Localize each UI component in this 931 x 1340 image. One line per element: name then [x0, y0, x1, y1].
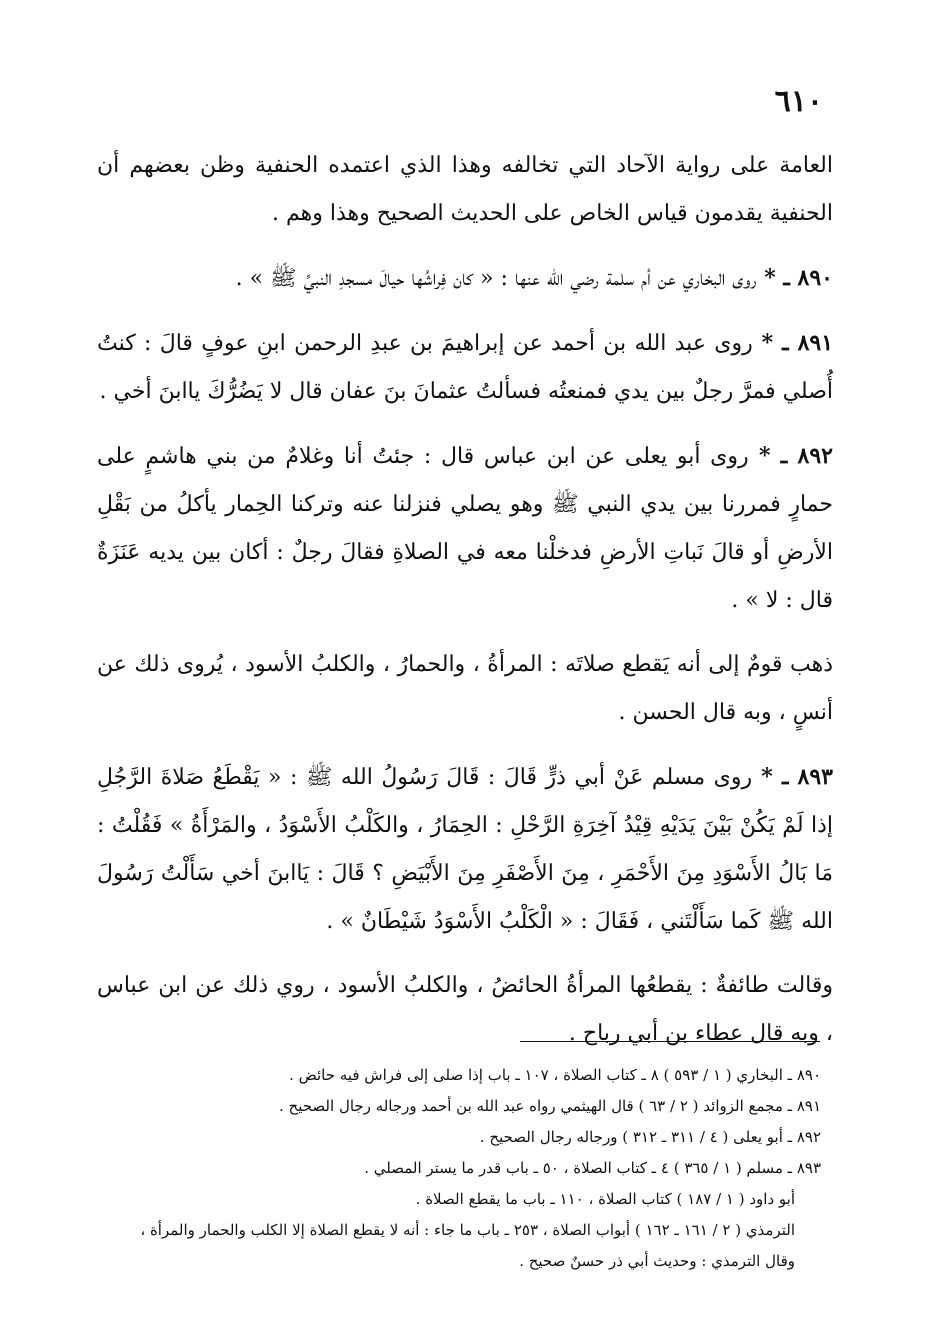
footnote-892: ٨٩٢ ـ أبو يعلى ( ٤ / ٣١١ ـ ٣١٢ ) ورجاله رجال الصحيح . [479, 1128, 821, 1146]
footnote-890: ٨٩٠ ـ البخاري ( ١ / ٥٩٣ ) ٨ ـ كتاب الصلاة ، ١٠٧ ـ باب إذا صلى إلى فراش فيه حائض . [289, 1066, 821, 1084]
paragraph-text: وقالت طائفةٌ : يقطعُها المرأةُ الحائضُ ، والكلبُ الأسود ، روي ذلك عن ابن عباس ، وبه قال عطاء بن أبي رباح . [97, 973, 833, 1046]
paragraph-text: العامة على رواية الآحاد التي تخالفه وهذا الذي اعتمده الحنفية وظن بعضهم أن الحنفية يقدمون قياس الخاص على الحديث الصحيح وهذا وهم . [97, 153, 833, 226]
footnotes [85, 1060, 821, 1277]
main-text [97, 142, 833, 1074]
hadith-number: ٨٩٢ ـ * [748, 443, 833, 469]
hadith-text: روى أبو يعلى عن ابن عباس قال : جئتُ أنا وغلامٌ من بني هاشمٍ على حمارٍ فمررنا بين يدي النبي ﷺ وهو يصلي فنزلنا عنه وتركنا الحِمار يأكلُ من بَقْلِ الأرضِ أو قالَ نَباتِ الأرضِ فدخلْنا معه في الصلاةِ فقالَ رجلٌ : أكان بين يديه عَنَزَةٌ قال : لا » . [97, 444, 833, 613]
footnote-893-tirmidhi: الترمذي ( ٢ / ١٦١ ـ ١٦٢ ) أبواب الصلاة ، ٢٥٣ ـ باب ما جاء : أنه لا يقطع الصلاة إلا الكلب والحمار والمرأة ، [140, 1221, 795, 1239]
footnote-891: ٨٩١ ـ مجمع الزوائد ( ٢ / ٦٣ ) قال الهيثمي رواه عبد الله بن أحمد ورجاله رجال الصحيح . [279, 1097, 821, 1115]
footnote-893: ٨٩٣ ـ مسلم ( ١ / ٣٦٥ ) ٤ ـ كتاب الصلاة ، ٥٠ ـ باب قدر ما يستر المصلي . [364, 1159, 821, 1177]
paragraph-opinion-1 [97, 641, 833, 737]
hadith-number: ٨٩١ ـ * [752, 330, 834, 356]
hadith-number: ٨٩٣ ـ * [752, 764, 833, 790]
paragraph-text: ذهب قومٌ إلى أنه يَقطع صلاتَه : المرأةُ ، والحمارُ ، والكلبُ الأسود ، يُروى ذلك عن أنسٍ ، وبه قال الحسن . [97, 652, 833, 725]
hadith-number: ٨٩٠ ـ * [756, 265, 833, 291]
hadith-892 [97, 432, 833, 625]
hadith-text: روى مسلم عَنْ أبي ذرٍّ قَالَ : قَالَ رَسُولُ الله ﷺ : « يَقْطَعُ صَلاةَ الرَّجُلِ إذا لَمْ يَكُنْ بَيْنَ يَدَيْهِ قِيْدُ آخِرَةِ الرَّحْلِ : الحِمَارُ ، والكَلْبُ الأَسْوَدُ ، والمَرْأَةُ » فَقُلْتُ : مَا بَالُ الأَسْوَدِ مِنَ الأَحْمَرِ ، مِنَ الأَصْفَرِ مِنَ الأَبْيَضِ ؟ قَالَ : يَاابنَ أخي سَأَلْتُ رَسُولَ الله ﷺ كَما سَأَلْتَني ، فَقَالَ : « الْكَلْبُ الأَسْوَدُ شَيْطَانٌ » . [97, 765, 833, 934]
paragraph-opinion-2 [97, 962, 833, 1058]
hadith-891 [97, 319, 833, 416]
footnote-893-abu-dawud: أبو داود ( ١ / ١٨٧ ) كتاب الصلاة ، ١١٠ ـ باب ما يقطع الصلاة . [415, 1190, 795, 1208]
hadith-text: روى البخاري عن أم سلمة رضي الله عنها : « كان فِراشُها حيالَ مسجدِ النبيِّ ﷺ » . [235, 266, 757, 291]
hadith-893 [97, 753, 833, 946]
hadith-890 [97, 254, 833, 303]
hadith-text: روى عبد الله بن أحمد عن إبراهيمَ بن عبدِ الرحمن ابنِ عوفٍ قالَ : كنتُ أُصلي فمرَّ رجلٌ بين يدي فمنعتُه فسألتُ عثمانَ بنَ عفان قال لا يَضُرُّكَ ياابنَ أخي . [97, 331, 833, 404]
page-number: ٦١٠ [774, 84, 823, 119]
paragraph-continuation [97, 142, 833, 238]
footnote-divider [520, 1041, 820, 1042]
footnote-893-tirmidhi-grade: وقال الترمذي : وحديث أبي ذر حسنٌ صحيح . [519, 1252, 795, 1270]
